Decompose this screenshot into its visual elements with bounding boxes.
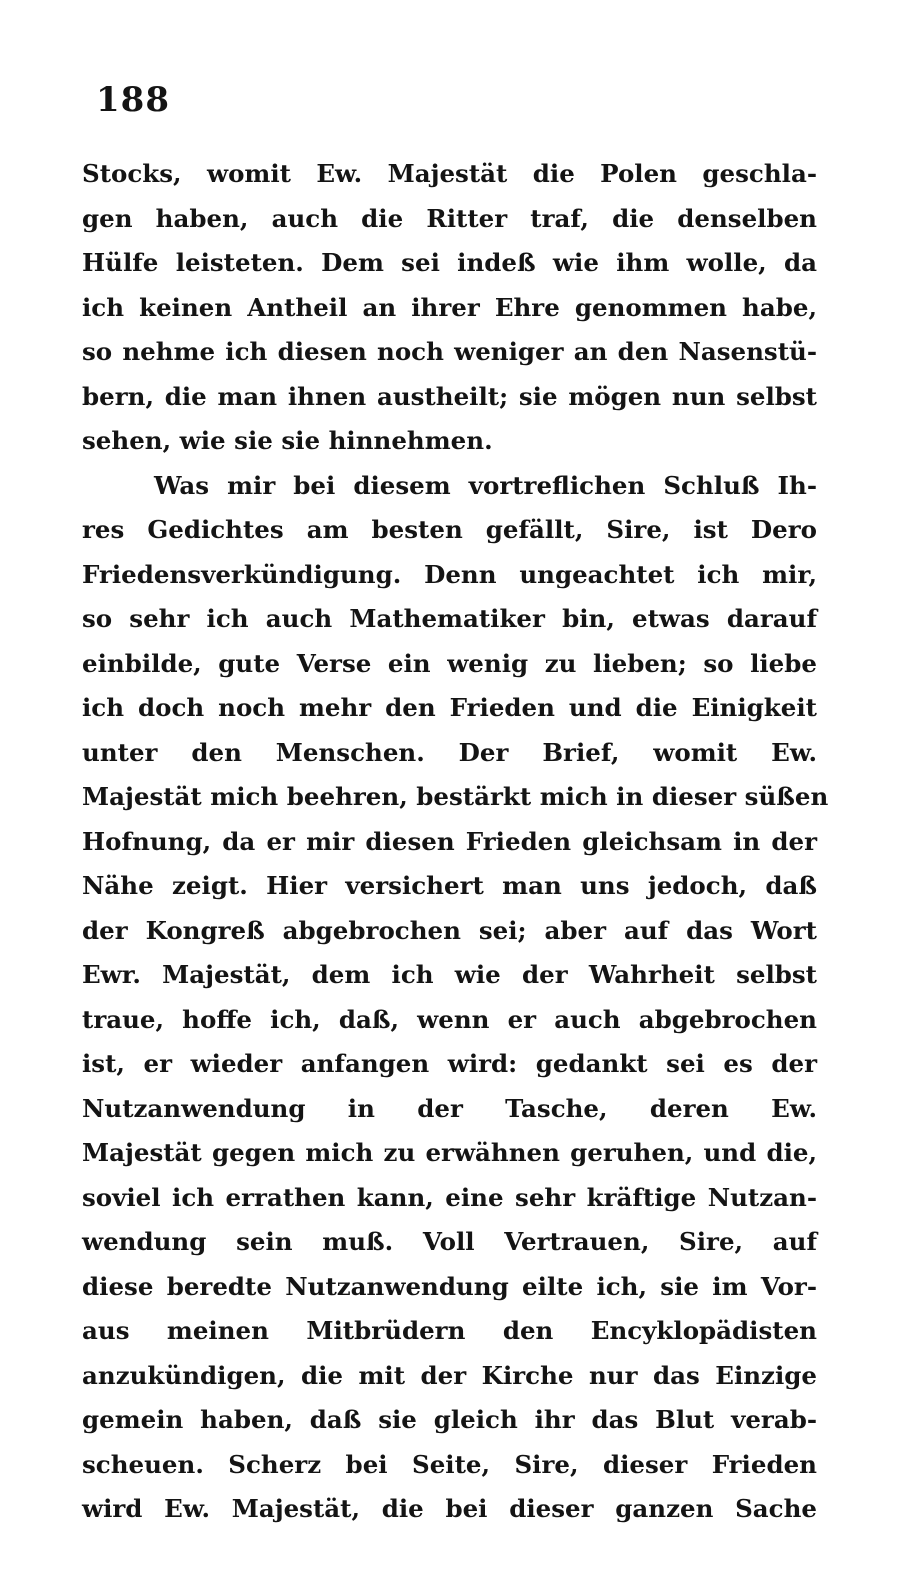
text-line: traue, hoffe ich, daß, wenn er auch abgebrochen (82, 1004, 817, 1034)
text-line: Friedensverkündigung. Denn ungeachtet ich mir, (82, 559, 817, 589)
text-line: scheuen. Scherz bei Seite, Sire, dieser Frieden (82, 1449, 817, 1479)
text-line: ich doch noch mehr den Frieden und die Einigkeit (82, 693, 817, 722)
text-line: aus meinen Mitbrüdern den Encyklopädisten (82, 1316, 817, 1345)
text-line: Majestät gegen mich zu erwähnen geruhen, und die, (82, 1138, 817, 1167)
text-line: unter den Menschen. Der Brief, womit Ew. (82, 737, 817, 767)
text-line: wendung sein muß. Voll Vertrauen, Sire, auf (82, 1227, 817, 1256)
text-line: gemein haben, daß sie gleich ihr das Blut verab- (82, 1405, 817, 1434)
text-line: anzukündigen, die mit der Kirche nur das Einzige (82, 1360, 817, 1390)
text-line: diese beredte Nutzanwendung eilte ich, sie im Vor- (82, 1271, 817, 1301)
text-line-paragraph-start: Was mir bei diesem vortreflichen Schluß Ih- (154, 470, 817, 500)
text-line: Hofnung, da er mir diesen Frieden gleichsam in der (82, 826, 817, 856)
text-line: so sehr ich auch Mathematiker bin, etwas darauf (82, 604, 817, 633)
text-line: Majestät mich beehren, bestärkt mich in dieser süßen (82, 782, 829, 811)
text-line: wird Ew. Majestät, die bei dieser ganzen Sache (82, 1494, 817, 1523)
text-line: Hülfe leisteten. Dem sei indeß wie ihm wolle, da (82, 248, 817, 277)
text-line-paragraph-end: sehen, wie sie sie hinnehmen. (82, 426, 493, 455)
text-line: bern, die man ihnen austheilt; sie mögen nun selbst (82, 381, 817, 411)
text-line: Stocks, womit Ew. Majestät die Polen geschla- (82, 159, 817, 188)
text-line: so nehme ich diesen noch weniger an den Nasenstü- (82, 337, 817, 366)
text-line: res Gedichtes am besten gefällt, Sire, ist Dero (82, 515, 817, 544)
text-line: einbilde, gute Verse ein wenig zu lieben; so liebe (82, 648, 817, 678)
text-line: Nähe zeigt. Hier versichert man uns jedoch, daß (82, 871, 817, 900)
text-line: Ewr. Majestät, dem ich wie der Wahrheit selbst (82, 960, 817, 989)
text-line: soviel ich errathen kann, eine sehr kräftige Nutzan- (82, 1182, 817, 1212)
text-line: ist, er wieder anfangen wird: gedankt sei es der (82, 1049, 817, 1078)
text-line: Nutzanwendung in der Tasche, deren Ew. (82, 1093, 817, 1123)
text-line: der Kongreß abgebrochen sei; aber auf das Wort (82, 915, 817, 945)
page-number: 188 (96, 80, 170, 120)
text-line: gen haben, auch die Ritter traf, die denselben (82, 203, 817, 233)
text-line: ich keinen Antheil an ihrer Ehre genommen habe, (82, 292, 817, 322)
body-text (82, 152, 829, 1532)
